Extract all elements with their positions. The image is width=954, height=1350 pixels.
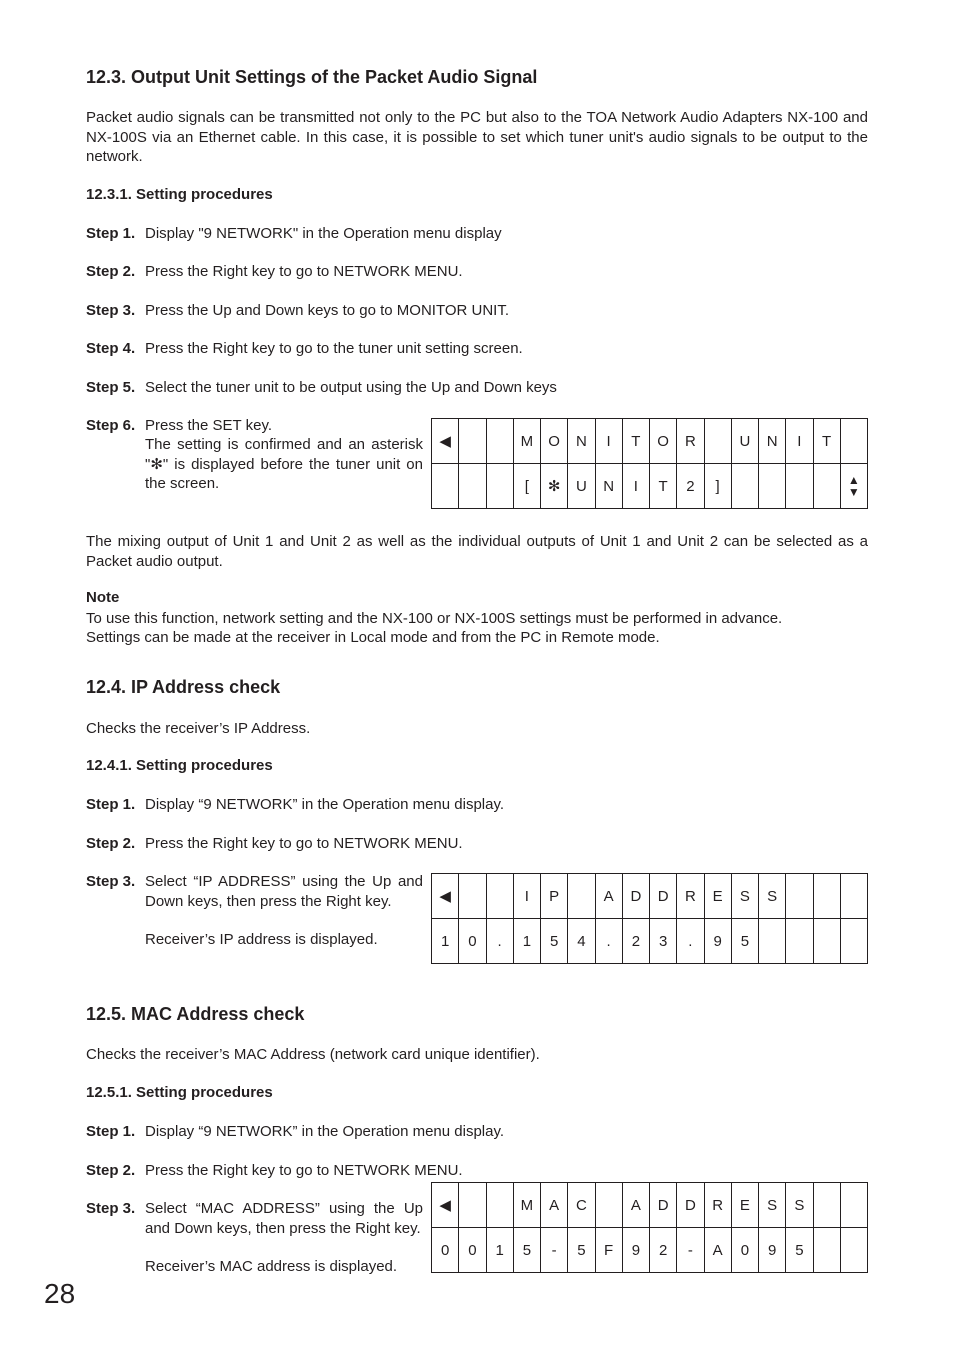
lcd-cell: ] — [704, 464, 731, 509]
lcd-cell: R — [677, 874, 704, 919]
lcd-cell: A — [541, 1183, 568, 1228]
section-title-mac-address: 12.5. MAC Address check — [86, 1004, 305, 1024]
lcd-cell — [840, 1228, 867, 1273]
lcd-cell: U — [731, 419, 758, 464]
lcd-cell: A — [704, 1228, 731, 1273]
lcd-cell: 2 — [622, 919, 649, 964]
lcd-cell: O — [541, 419, 568, 464]
lcd-cell — [486, 874, 513, 919]
output-step-5-text: Select the tuner unit to be output using the Up and Down keys — [145, 379, 557, 396]
lcd-cell: D — [650, 874, 677, 919]
lcd-cell: D — [677, 1183, 704, 1228]
lcd-cell — [813, 1183, 840, 1228]
lcd-cell: 5 — [541, 919, 568, 964]
output-unit-procedures-heading: 12.3.1. Setting procedures — [86, 186, 273, 203]
mac-step-2-text: Press the Right key to go to NETWORK MENU. — [145, 1162, 463, 1179]
lcd-cell: 5 — [731, 919, 758, 964]
lcd-cell — [786, 874, 813, 919]
lcd-cell: I — [622, 464, 649, 509]
lcd-cell: . — [486, 919, 513, 964]
ip-step-1: Step 1. — [86, 796, 136, 813]
mac-step-3-detail: Receiver’s MAC address is displayed. — [145, 1258, 398, 1275]
mac-step-1: Step 1. — [86, 1123, 136, 1140]
output-step-6-text: Press the SET key. — [145, 417, 272, 434]
ip-step-3-detail: Receiver’s IP address is displayed. — [145, 931, 378, 948]
lcd-cell: N — [595, 464, 622, 509]
output-step-3-text: Press the Up and Down keys to go to MONITOR UNIT. — [145, 302, 510, 319]
display-row-1 — [432, 1183, 868, 1228]
lcd-cell — [813, 1228, 840, 1273]
output-step-2: Step 2. — [86, 263, 136, 280]
output-step-3: Step 3. — [86, 302, 136, 319]
ip-address-display — [431, 873, 868, 964]
lcd-cell: I — [595, 419, 622, 464]
output-step-4-text: Press the Right key to go to the tuner unit setting screen. — [145, 340, 523, 357]
lcd-cell: T — [622, 419, 649, 464]
lcd-cell: N — [568, 419, 595, 464]
mac-address-display — [431, 1182, 868, 1273]
lcd-cell: 0 — [432, 1228, 459, 1273]
lcd-cell: A — [622, 1183, 649, 1228]
lcd-cell — [840, 419, 867, 464]
ip-procedures-heading: 12.4.1. Setting procedures — [86, 757, 273, 774]
lcd-cell — [759, 919, 786, 964]
mac-address-intro: Checks the receiver’s MAC Address (network card unique identifier). — [86, 1046, 540, 1063]
ip-address-intro: Checks the receiver’s IP Address. — [86, 720, 311, 737]
lcd-cell: S — [759, 1183, 786, 1228]
lcd-cell: S — [731, 874, 758, 919]
note-line-2: Settings can be made at the receiver in Local mode and from the PC in Remote mode. — [86, 629, 660, 646]
section-title-ip-address: 12.4. IP Address check — [86, 677, 281, 697]
lcd-cell: ◀ — [432, 419, 459, 464]
lcd-cell: - — [677, 1228, 704, 1273]
output-step-5: Step 5. — [86, 379, 136, 396]
lcd-cell: U — [568, 464, 595, 509]
lcd-cell — [731, 464, 758, 509]
ip-step-1-text: Display “9 NETWORK” in the Operation menu display. — [145, 796, 505, 813]
lcd-cell: F — [595, 1228, 622, 1273]
lcd-cell: E — [704, 874, 731, 919]
output-step-1: Step 1. — [86, 225, 136, 242]
display-row-2 — [432, 464, 868, 509]
lcd-cell: I — [513, 874, 540, 919]
lcd-cell: M — [513, 419, 540, 464]
mac-step-3: Step 3. — [86, 1200, 136, 1217]
lcd-cell: T — [813, 419, 840, 464]
output-step-4: Step 4. — [86, 340, 136, 357]
lcd-cell — [459, 419, 486, 464]
mac-step-1-text: Display “9 NETWORK” in the Operation menu display. — [145, 1123, 505, 1140]
lcd-cell — [840, 919, 867, 964]
note-label: Note — [86, 589, 120, 606]
lcd-cell: 0 — [459, 919, 486, 964]
lcd-cell: 0 — [459, 1228, 486, 1273]
lcd-cell: 9 — [622, 1228, 649, 1273]
lcd-cell: M — [513, 1183, 540, 1228]
lcd-cell: [ — [513, 464, 540, 509]
lcd-cell: D — [650, 1183, 677, 1228]
lcd-cell: ◀ — [432, 1183, 459, 1228]
lcd-cell: . — [595, 919, 622, 964]
lcd-cell — [786, 919, 813, 964]
lcd-cell — [595, 1183, 622, 1228]
arrow-glyph: ▲ — [847, 473, 860, 487]
lcd-cell: - — [541, 1228, 568, 1273]
ip-step-2-text: Press the Right key to go to NETWORK MENU. — [145, 835, 463, 852]
lcd-cell — [704, 419, 731, 464]
display-row-1 — [432, 874, 868, 919]
lcd-cell: 4 — [568, 919, 595, 964]
mixing-output-text: The mixing output of Unit 1 and Unit 2 as well as the individual outputs of Unit 1 and Unit 2 can be selected as a Packet audio output. — [86, 533, 868, 570]
lcd-cell: 1 — [432, 919, 459, 964]
output-step-6-detail: The setting is confirmed and an asterisk "✻" is displayed before the tuner unit on the screen. — [145, 436, 423, 492]
lcd-cell: 5 — [568, 1228, 595, 1273]
output-unit-intro: Packet audio signals can be transmitted not only to the PC but also to the TOA Network Audio Adapters NX-100 and NX-100S via an Ethernet cable. In this case, it is possible to set which tuner unit's audio signals to be output to the network. — [86, 109, 868, 165]
output-step-1-text: Display "9 NETWORK" in the Operation menu display — [145, 225, 502, 242]
lcd-cell — [813, 919, 840, 964]
lcd-cell — [486, 1183, 513, 1228]
lcd-cell — [459, 874, 486, 919]
lcd-cell: N — [759, 419, 786, 464]
lcd-cell: 1 — [486, 1228, 513, 1273]
output-step-6: Step 6. — [86, 417, 136, 434]
lcd-cell: D — [622, 874, 649, 919]
lcd-cell — [759, 464, 786, 509]
lcd-cell — [486, 419, 513, 464]
lcd-cell: A — [595, 874, 622, 919]
up-down-arrows-icon — [840, 464, 867, 509]
mac-procedures-heading: 12.5.1. Setting procedures — [86, 1084, 273, 1101]
lcd-cell — [840, 1183, 867, 1228]
lcd-cell: ◀ — [432, 874, 459, 919]
lcd-cell: 5 — [513, 1228, 540, 1273]
lcd-cell: R — [704, 1183, 731, 1228]
lcd-cell: 5 — [786, 1228, 813, 1273]
ip-step-3-text: Select “IP ADDRESS” using the Up and Down keys, then press the Right key. — [145, 873, 423, 910]
lcd-cell: E — [731, 1183, 758, 1228]
monitor-unit-display — [431, 418, 868, 509]
lcd-cell: T — [650, 464, 677, 509]
lcd-cell — [840, 874, 867, 919]
lcd-cell — [459, 1183, 486, 1228]
lcd-cell — [813, 464, 840, 509]
lcd-cell: O — [650, 419, 677, 464]
mac-step-2: Step 2. — [86, 1162, 136, 1179]
ip-step-3: Step 3. — [86, 873, 136, 890]
ip-step-2: Step 2. — [86, 835, 136, 852]
lcd-cell — [786, 464, 813, 509]
lcd-cell: S — [759, 874, 786, 919]
lcd-cell: P — [541, 874, 568, 919]
lcd-cell — [813, 874, 840, 919]
lcd-cell: 0 — [731, 1228, 758, 1273]
display-row-2 — [432, 1228, 868, 1273]
mac-step-3-text: Select “MAC ADDRESS” using the Up and Down keys, then press the Right key. — [145, 1200, 423, 1237]
lcd-cell: C — [568, 1183, 595, 1228]
lcd-cell: 3 — [650, 919, 677, 964]
lcd-cell: ✻ — [541, 464, 568, 509]
lcd-cell: R — [677, 419, 704, 464]
lcd-cell — [568, 874, 595, 919]
lcd-cell — [432, 464, 459, 509]
lcd-cell: 2 — [677, 464, 704, 509]
lcd-cell: 1 — [513, 919, 540, 964]
lcd-cell: S — [786, 1183, 813, 1228]
page-number: 28 — [44, 1278, 76, 1309]
lcd-cell: I — [786, 419, 813, 464]
output-step-2-text: Press the Right key to go to NETWORK MENU. — [145, 263, 463, 280]
lcd-cell — [486, 464, 513, 509]
lcd-cell: . — [677, 919, 704, 964]
lcd-cell: 9 — [759, 1228, 786, 1273]
arrow-glyph: ▼ — [847, 485, 860, 499]
lcd-cell: 2 — [650, 1228, 677, 1273]
display-row-2 — [432, 919, 868, 964]
lcd-cell — [459, 464, 486, 509]
section-title-output-unit: 12.3. Output Unit Settings of the Packet Audio Signal — [86, 67, 538, 87]
note-line-1: To use this function, network setting and the NX-100 or NX-100S settings must be performed in advance. — [86, 610, 783, 627]
lcd-cell: 9 — [704, 919, 731, 964]
display-row-1 — [432, 419, 868, 464]
